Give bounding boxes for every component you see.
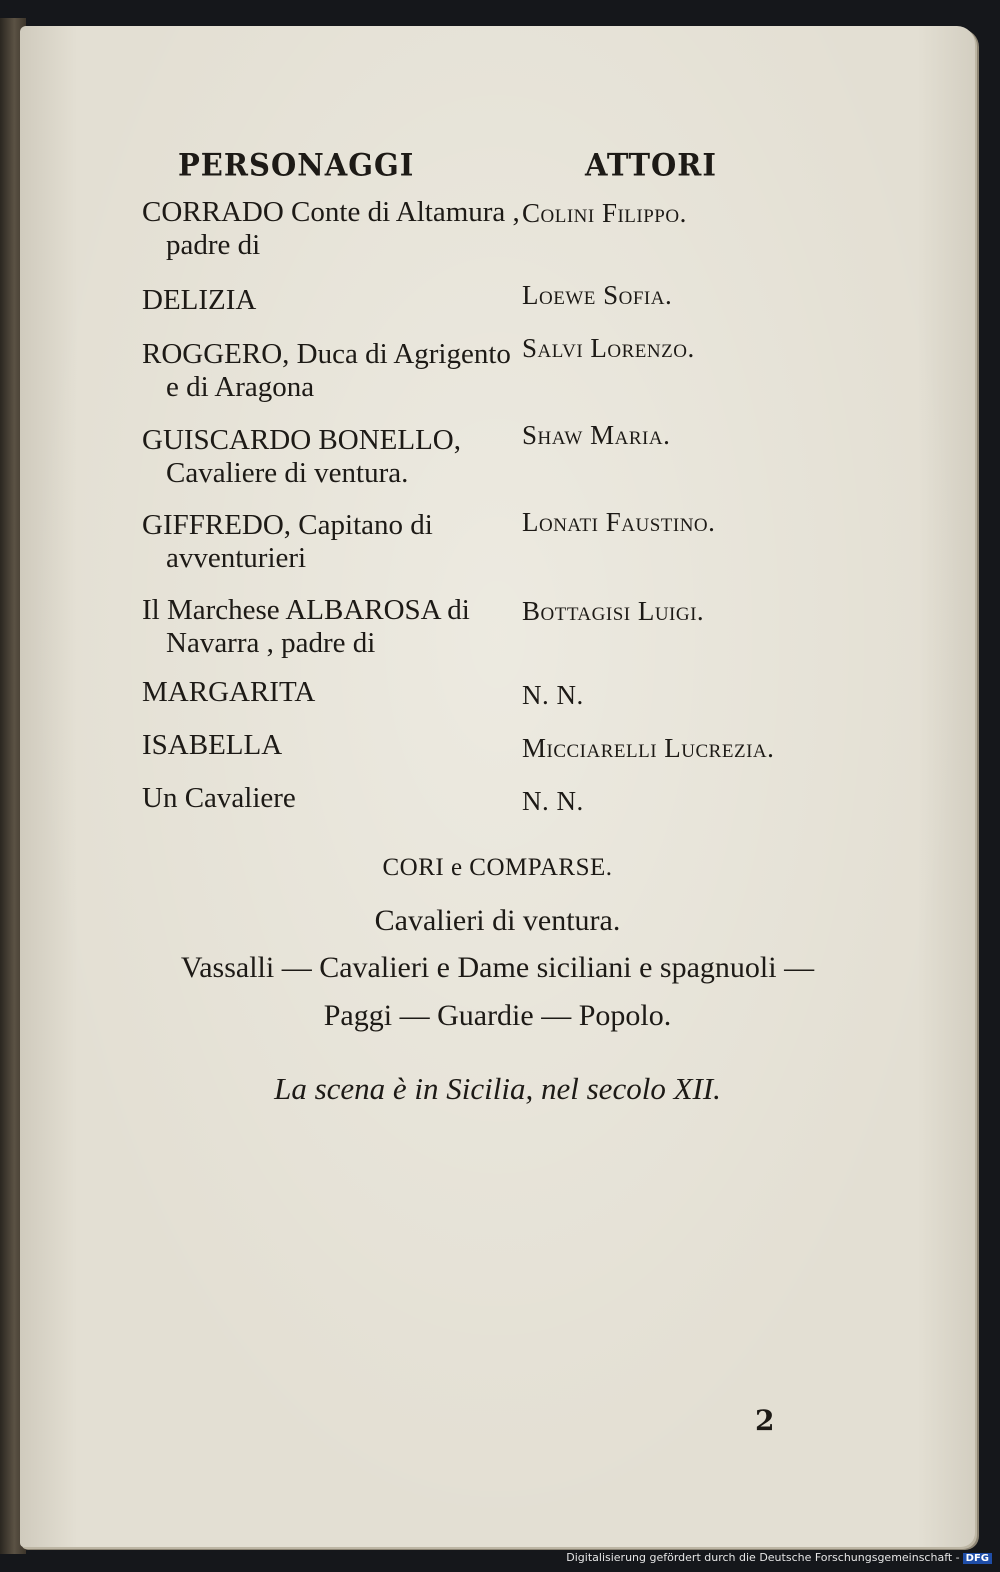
actors-header: ATTORI — [585, 147, 717, 183]
book-page — [20, 26, 975, 1547]
character-name: MARGARITA — [142, 676, 316, 708]
character-name: Un Cavaliere — [142, 782, 296, 814]
character-name: ISABELLA — [142, 729, 283, 761]
actor-name: Micciarelli Lucrezia. — [522, 733, 775, 763]
actor-name: Salvi Lorenzo. — [522, 333, 695, 363]
chorus-heading: CORI e COMPARSE. — [382, 854, 613, 881]
page-number: 2 — [755, 1404, 775, 1437]
actor-name: Shaw Maria. — [522, 420, 671, 450]
chorus-line: Paggi — Guardie — Popolo. — [323, 999, 672, 1032]
scene-note: La scena è in Sicilia, nel secolo XII. — [274, 1071, 721, 1106]
credit-text: Digitalisierung gefördert durch die Deutsche Forschungsgemeinschaft - — [566, 1551, 960, 1564]
character-name: GIFFREDO, Capitano di avventurieri — [142, 509, 433, 574]
character-name: CORRADO Conte di Altamura , padre di — [142, 196, 520, 261]
digitization-credit — [566, 1551, 992, 1564]
characters-header: PERSONAGGI — [178, 147, 415, 183]
actor-name: N. N. — [522, 680, 584, 710]
chorus-line: Vassalli — Cavalieri e Dame siciliani e spagnuoli — — [180, 951, 815, 984]
dfg-logo: DFG — [963, 1553, 992, 1564]
character-name: Il Marchese ALBAROSA di Navarra , padre di — [142, 594, 470, 659]
character-name: DELIZIA — [142, 284, 257, 316]
actor-name: Lonati Faustino. — [522, 507, 716, 537]
character-name: GUISCARDO BONELLO, Cavaliere di ventura. — [142, 424, 461, 489]
actor-name: Colini Filippo. — [522, 198, 687, 228]
actor-name: Loewe Sofia. — [522, 280, 673, 310]
character-name: ROGGERO, Duca di Agrigento e di Aragona — [142, 338, 511, 403]
actor-name: N. N. — [522, 786, 584, 816]
chorus-line: Cavalieri di ventura. — [374, 904, 621, 937]
actor-name: Bottagisi Luigi. — [522, 596, 705, 626]
